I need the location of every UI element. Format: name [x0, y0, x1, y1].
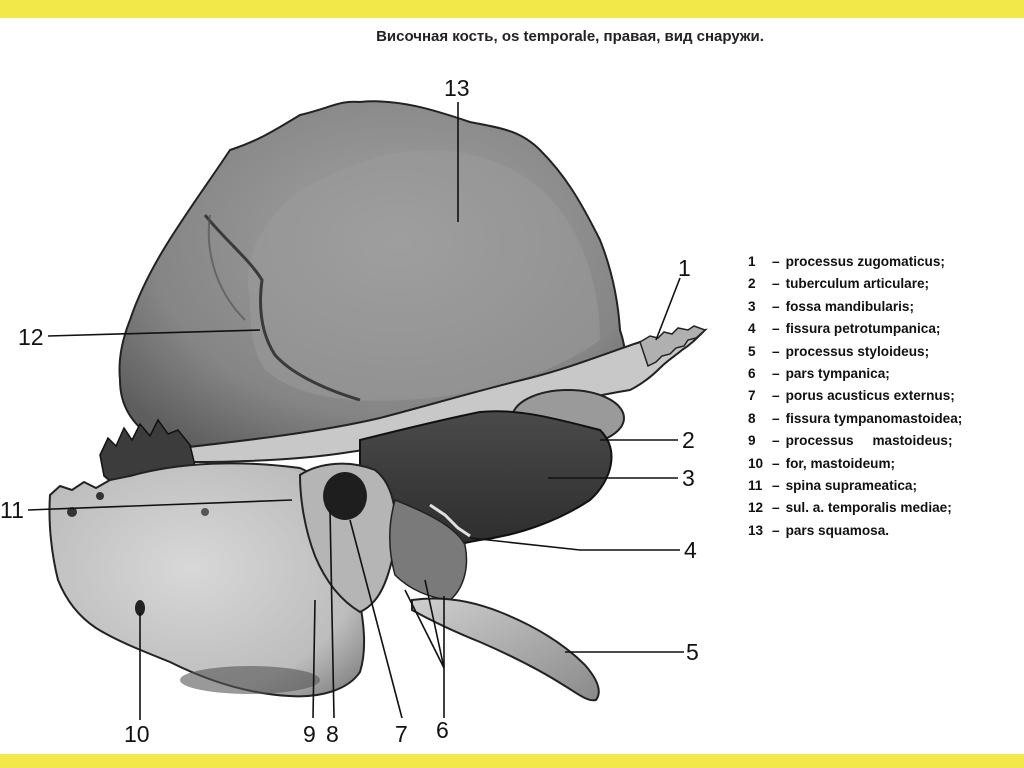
legend-item: [748, 520, 962, 542]
legend-number: 1: [748, 254, 756, 269]
legend-list: [748, 251, 962, 542]
legend-term: porus acusticus externus;: [785, 388, 955, 404]
legend-dash: –: [772, 365, 780, 381]
callout-7: 7: [395, 721, 408, 747]
legend-term: tuberculum articulare;: [785, 276, 930, 292]
legend-number: 3: [748, 298, 756, 314]
legend-dash: –: [772, 477, 780, 493]
legend-item: [748, 497, 962, 519]
callout-11: 11: [0, 497, 24, 523]
callout-9: 9: [303, 721, 316, 747]
legend-item: [748, 385, 962, 407]
legend-dash: –: [772, 522, 780, 538]
legend-term: sul. a. temporalis mediae;: [785, 500, 952, 516]
callout-10: 10: [124, 721, 150, 747]
legend-dash: –: [772, 321, 780, 337]
legend-item: [748, 341, 962, 363]
legend-number: 10: [748, 455, 764, 471]
zygomatic-process-tip: [640, 326, 705, 366]
legend-number: 8: [748, 410, 756, 426]
leader-line-4: [470, 538, 580, 550]
legend-item: [748, 408, 962, 430]
legend-item: [748, 318, 962, 340]
legend-number: 9: [748, 433, 756, 449]
legend-term: pars squamosa.: [785, 522, 890, 538]
pit: [201, 508, 209, 516]
legend-term: processus mastoideus;: [785, 433, 953, 449]
legend-term: processus styloideus;: [785, 343, 930, 359]
callout-1: 1: [678, 255, 691, 281]
legend-number: 13: [748, 522, 764, 538]
legend-dash: –: [772, 298, 780, 314]
legend-number: 11: [748, 477, 763, 493]
legend-dash: –: [772, 500, 780, 516]
legend-dash: –: [772, 276, 780, 292]
legend-number: 5: [748, 343, 756, 359]
callout-3: 3: [682, 465, 695, 491]
legend-term: fissura petrotumpanica;: [785, 321, 941, 337]
legend-dash: –: [772, 254, 780, 269]
legend-item: [748, 363, 962, 385]
legend-term: fossa mandibularis;: [785, 298, 914, 314]
legend-term: for, mastoideum;: [785, 455, 896, 471]
figure-title: Височная кость, os temporale, правая, вид снаружи.: [376, 28, 764, 45]
slide: [0, 18, 1024, 754]
legend-item: [748, 430, 962, 452]
legend-dash: –: [772, 433, 780, 449]
legend-item: [748, 296, 962, 318]
callout-4: 4: [684, 537, 697, 563]
legend-dash: –: [772, 343, 780, 359]
callout-2: 2: [682, 427, 695, 453]
legend-number: 2: [748, 276, 756, 292]
callout-5: 5: [686, 639, 699, 665]
legend-number: 7: [748, 388, 756, 404]
legend-dash: –: [772, 388, 780, 404]
legend-term: spina suprameatica;: [785, 477, 918, 493]
legend-item: [748, 273, 962, 295]
legend-item: [748, 475, 962, 497]
pit: [96, 492, 104, 500]
mastoid-tip-shadow: [180, 666, 320, 694]
legend-term: processus zugomaticus;: [785, 254, 945, 269]
legend-number: 6: [748, 365, 756, 381]
legend-term: fissura tympanomastoidea;: [785, 410, 963, 426]
callout-13: 13: [444, 75, 470, 101]
legend-number: 4: [748, 321, 756, 337]
callout-12: 12: [18, 324, 44, 350]
legend-dash: –: [772, 455, 780, 471]
legend-item: [748, 251, 962, 273]
legend-number: 12: [748, 500, 764, 516]
legend-item: [748, 453, 962, 475]
callout-6: 6: [436, 717, 449, 743]
legend-dash: –: [772, 410, 780, 426]
callout-8: 8: [326, 721, 339, 747]
legend-term: pars tympanica;: [785, 365, 890, 381]
